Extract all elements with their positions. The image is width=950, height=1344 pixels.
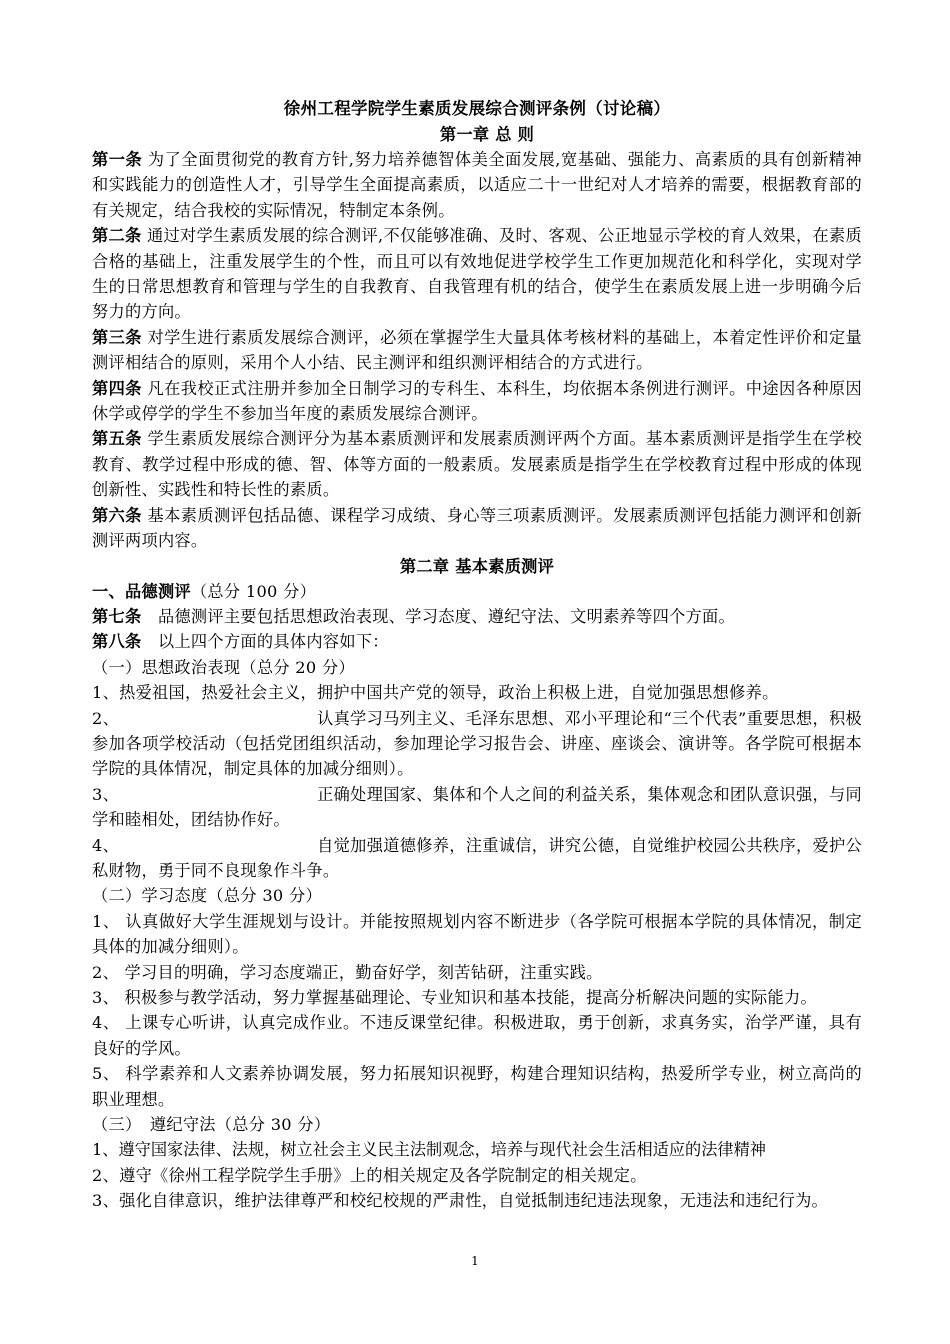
article-text: 品德测评主要包括思想政治表现、学习态度、遵纪守法、文明素养等四个方面。	[141, 606, 736, 626]
list-item: 3、 积极参与教学活动，努力掌握基础理论、专业知识和基本技能，提高分析解决问题的实际能力。	[92, 988, 818, 1007]
list-item	[92, 833, 862, 884]
chapter-1-heading: 第一章 总 则	[439, 125, 535, 144]
list-item: 3、强化自律意识，维护法律尊严和校纪校规的严肃性，自觉抵制违纪违法现象，无违法和违纪行为。	[92, 1191, 829, 1211]
section-score: （总分 100 分）	[190, 581, 317, 601]
article-label: 第五条	[92, 429, 142, 449]
section-label: 一、品德测评	[92, 581, 191, 601]
article-1	[92, 147, 862, 223]
article-text: 学生素质发展综合测评分为基本素质测评和发展素质测评两个方面。基本素质测评是指学生在学校教育、教学过程中形成的德、智、体等方面的一般素质。发展素质是指学生在学校教育过程中形成的体现创新性、实践性和特长性的素质。	[92, 429, 863, 500]
list-item: 2、 学习目的明确，学习态度端正，勤奋好学，刻苦钻研，注重实践。	[92, 962, 603, 982]
article-text: 对学生进行素质发展综合测评，必须在掌握学生大量具体考核材料的基础上，本着定性评价和定量测评相结合的原则，采用个人小结、民主测评和组织测评相结合的方式进行。	[92, 327, 863, 373]
item-number: 2、	[92, 708, 120, 728]
document-title: 徐州工程学院学生素质发展综合测评条例（讨论稿）	[283, 99, 671, 118]
list-item: 4、 上课专心听讲，认真完成作业。不违反课堂纪律。积极进取，勇于创新，求真务实，治学严谨，具有良好的学风。	[92, 1013, 862, 1058]
item-number: 3、	[92, 784, 120, 804]
chapter-2-heading: 第二章 基本素质测评	[399, 556, 555, 576]
list-item: 2、遵守《徐州工程学院学生手册》上的相关规定及各学院制定的相关规定。	[92, 1165, 647, 1185]
document-page	[92, 96, 862, 1214]
article-label: 第三条	[92, 327, 142, 347]
section-1-heading	[92, 579, 862, 604]
item-number: 4、	[92, 835, 120, 855]
article-7	[92, 604, 862, 629]
list-item: 1、热爱祖国，热爱社会主义，拥护中国共产党的领导，政治上积极上进，自觉加强思想修养。	[92, 683, 779, 703]
page-number: 1	[471, 1254, 479, 1268]
list-item: 1、遵守国家法律、法规，树立社会主义民主法制观念，培养与现代社会生活相适应的法律精神	[92, 1140, 766, 1160]
list-item	[92, 782, 862, 833]
list-item: 5、 科学素养和人文素养协调发展，努力拓展知识视野，构建合理知识结构，热爱所学专业，树立高尚的职业理想。	[92, 1064, 862, 1109]
article-text: 通过对学生素质发展的综合测评,不仅能够准确、及时、客观、公正地显示学校的育人效果，在素质合格的基础上，注重发展学生的个性，而且可以有效地促进学校学生工作更加规范化和科学化，实现对学生的日常思想教育和管理与学生的自我教育、自我管理有机的结合，使学生在素质发展上进一步明确今后努力的方向。	[92, 226, 863, 322]
article-text: 以上四个方面的具体内容如下：	[141, 632, 389, 652]
subsection-2-heading: （二）学习态度（总分 30 分）	[92, 886, 322, 906]
list-item: 1、 认真做好大学生涯规划与设计。并能按照规划内容不断进步（各学院可根据本学院的具体情况，制定具体的加减分细则）。	[92, 911, 862, 957]
item-text: 认真学习马列主义、毛泽东思想、邓小平理论和“三个代表”重要思想，积极参加各项学校活动（包括党团组织活动，参加理论学习报告会、讲座、座谈会、演讲等。各学院可根据本学院的具体情况，制定具体的加减分细则）。	[92, 708, 863, 779]
item-text: 正确处理国家、集体和个人之间的利益关系，集体观念和团队意识强，与同学和睦相处，团结协作好。	[92, 784, 862, 830]
article-3	[92, 325, 862, 376]
article-text: 基本素质测评包括品德、课程学习成绩、身心等三项素质测评。发展素质测评包括能力测评和创新测评两项内容。	[92, 505, 863, 551]
article-label: 第四条	[92, 378, 142, 398]
article-label: 第二条	[92, 226, 142, 246]
item-text: 自觉加强道德修养，注重诚信，讲究公德，自觉维护校园公共秩序，爱护公私财物，勇于同不良现象作斗争。	[92, 835, 862, 880]
list-item	[92, 706, 862, 782]
article-text: 凡在我校正式注册并参加全日制学习的专科生、本科生，均依据本条例进行测评。中途因各种原因休学或停学的学生不参加当年度的素质发展综合测评。	[92, 378, 863, 424]
article-2	[92, 223, 862, 325]
article-label: 第八条	[92, 632, 142, 652]
article-text: 为了全面贯彻党的教育方针,努力培养德智体美全面发展,宽基础、强能力、高素质的具有创新精神和实践能力的创造性人才，引导学生全面提高素质，以适应二十一世纪对人才培养的需要，根据教育部的有关规定，结合我校的实际情况，特制定本条例。	[92, 150, 862, 220]
article-5	[92, 426, 862, 502]
article-label: 第六条	[92, 505, 142, 525]
article-label: 第七条	[92, 606, 142, 626]
subsection-1-heading: （一）思想政治表现（总分 20 分）	[92, 657, 355, 677]
article-8	[92, 629, 862, 654]
subsection-3-heading: （三） 遵纪守法（总分 30 分）	[92, 1115, 331, 1135]
article-4	[92, 376, 862, 427]
article-6	[92, 503, 862, 554]
article-label: 第一条	[92, 150, 143, 169]
